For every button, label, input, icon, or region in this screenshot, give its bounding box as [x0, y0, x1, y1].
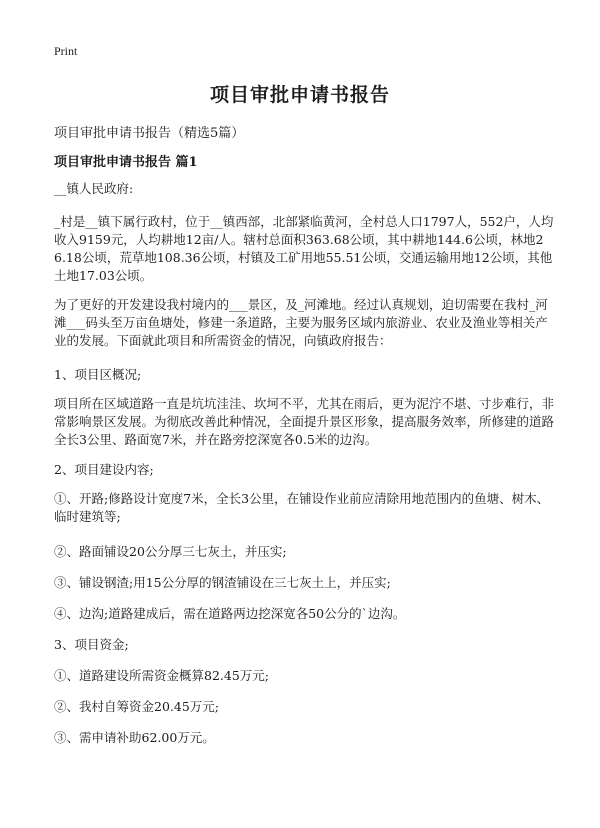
area-overview-paragraph: 项目所在区域道路一直是坑坑洼洼、坎坷不平，尤其在雨后，更为泥泞不堪、寸步难行，非常影响景区发展。为彻底改善此种情况，全面提升景区形象，提高服务效率，所修建的道路全长3公里、路面宽7米，并在路旁挖深宽各0.5米的边沟。	[54, 396, 555, 447]
print-label: Print	[54, 44, 78, 58]
item-heading-1: 1、项目区概况;	[54, 367, 142, 382]
section-heading: 项目审批申请书报告 篇1	[54, 155, 198, 170]
item-heading-2: 2、项目建设内容;	[54, 462, 154, 477]
salutation-paragraph: __镇人民政府:	[54, 181, 134, 196]
document-title: 项目审批申请书报告	[209, 84, 390, 106]
construction-item-2: ②、路面铺设20公分厚三七灰土，并压实;	[54, 544, 287, 559]
funding-item-2: ②、我村自筹资金20.45万元;	[54, 699, 219, 714]
item-heading-3: 3、项目资金;	[54, 637, 129, 652]
construction-item-3: ③、铺设钢渣;用15公分厚的钢渣铺设在三七灰土上，并压实;	[54, 575, 391, 590]
funding-item-1: ①、道路建设所需资金概算82.45万元;	[54, 668, 269, 683]
village-overview-paragraph: _村是__镇下属行政村，位于__镇西部，北部紧临黄河，全村总人口1797人，552户，人均收入9159元，人均耕地12亩/人。辖村总面积363.68公顷，其中耕地144.6公顷，林地26.18公顷，荒草地108.36公顷，村镇及工矿用地55.51公顷，交通运输用地12公顷，其他土地17.03公顷。	[54, 214, 554, 283]
funding-item-3: ③、需申请补助62.00万元。	[54, 730, 215, 745]
construction-item-1: ①、开路;修路设计宽度7米，全长3公里，在铺设作业前应清除用地范围内的鱼塘、树木、临时建筑等;	[54, 491, 550, 524]
construction-item-4: ④、边沟;道路建成后，需在道路两边挖深宽各50公分的`边沟。	[54, 606, 406, 621]
purpose-paragraph: 为了更好的开发建设我村境内的___景区，及_河滩地。经过认真规划，迫切需要在我村_河滩___码头至万亩鱼塘处，修建一条道路，主要为服务区域内旅游业、农业及渔业等相关产业的发展。下面就此项目和所需资金的情况，向镇政府报告：	[54, 297, 548, 348]
document-subtitle: 项目审批申请书报告（精选5篇）	[54, 126, 245, 141]
